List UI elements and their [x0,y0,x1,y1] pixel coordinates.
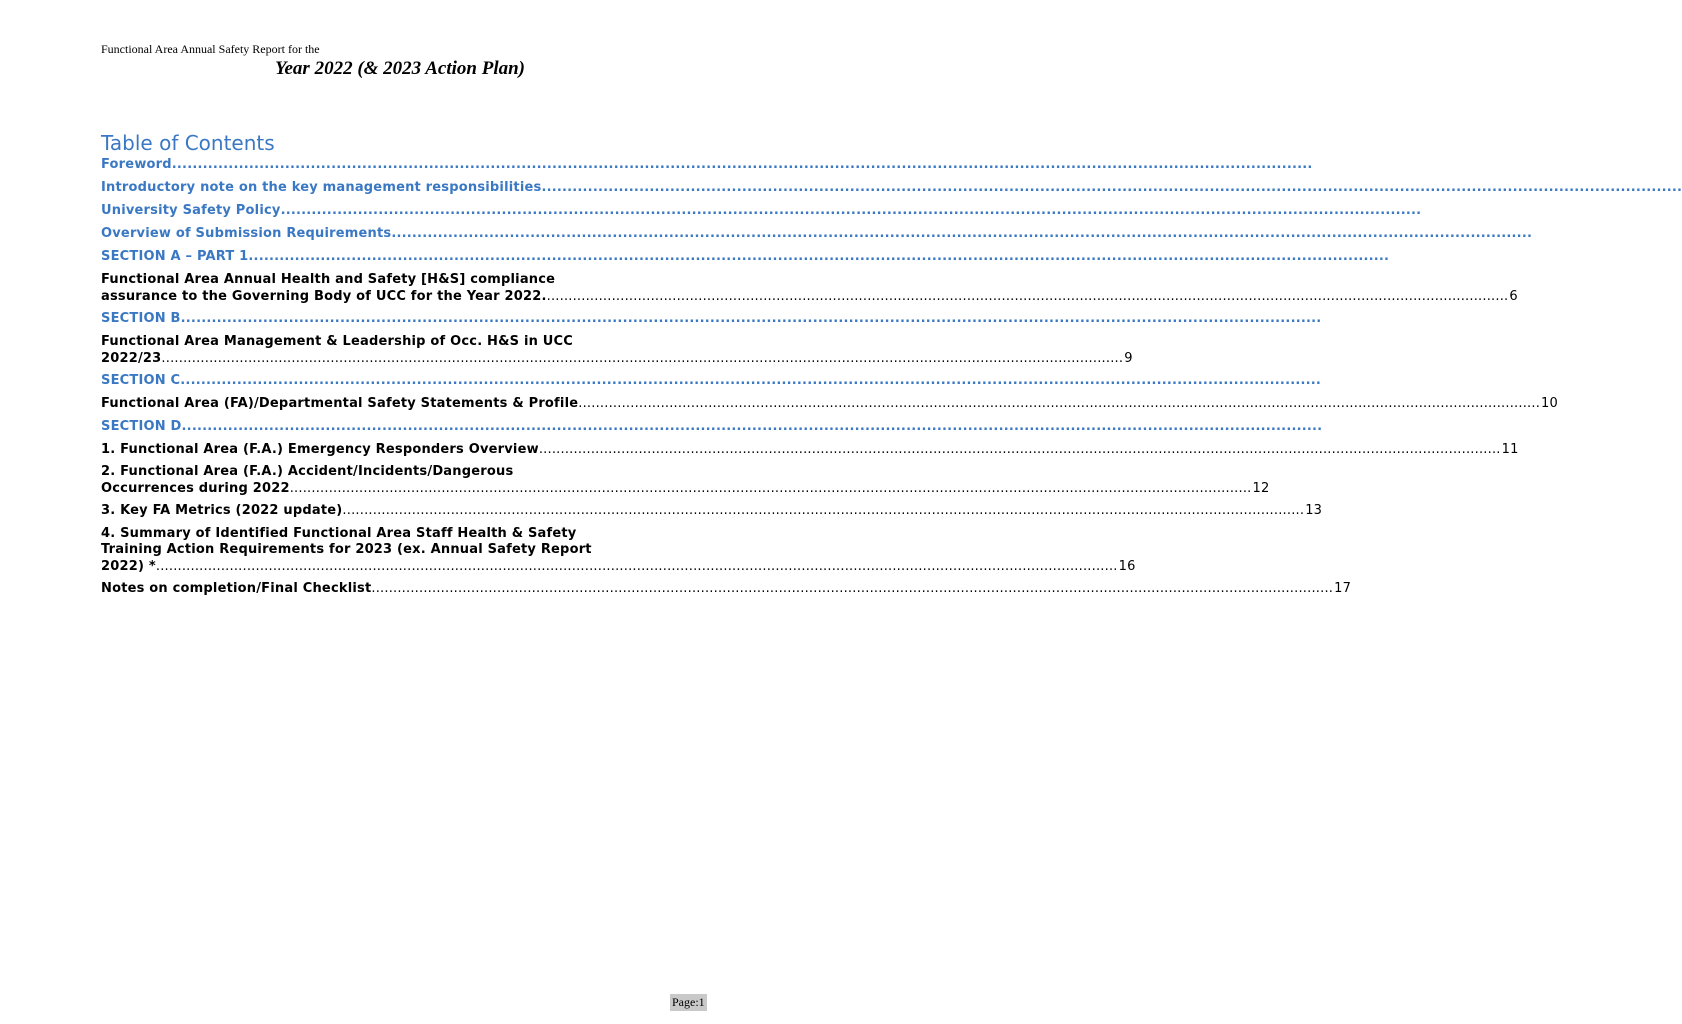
toc-page-number: 11 [1501,441,1519,457]
toc-entry[interactable] [101,157,1313,174]
table-of-contents [101,157,1682,604]
toc-entry[interactable] [101,441,1519,459]
toc-entry[interactable] [101,180,1682,197]
toc-entry[interactable] [101,334,1133,367]
toc-entry-text: assurance to the Governing Body of UCC for the Year 2022. [101,288,547,304]
toc-heading: Table of Contents [101,131,275,155]
toc-entry-text: 2022/23 [101,350,162,366]
toc-entry[interactable] [101,373,1322,390]
toc-entry[interactable] [101,581,1352,598]
report-subtitle: Functional Area Annual Safety Report for the [101,42,320,56]
toc-page-number: 10 [1541,396,1558,411]
toc-dot-leader: .............................................................................................................................................................................................................................. [161,350,1124,366]
toc-dot-leader: .............................................................................................................................................................................................................................. [391,226,1533,241]
toc-dot-leader: .............................................................................................................................................................................................................................. [371,581,1334,596]
toc-entry-text: Overview of Submission Requirements [101,226,392,241]
toc-dot-leader: .............................................................................................................................................................................................................................. [248,249,1390,264]
toc-entry-text: 3. Key FA Metrics (2022 update) [101,503,343,518]
toc-entry[interactable] [101,464,1270,497]
toc-page-number: 12 [1252,480,1270,496]
toc-page-number: 6 [1509,288,1518,304]
toc-entry-text: Functional Area Annual Health and Safety [H&S] compliance [101,272,556,287]
toc-dot-leader: .............................................................................................................................................................................................................................. [541,180,1682,195]
toc-entry-text: Functional Area Management & Leadership of Occ. H&S in UCC [101,334,574,349]
toc-dot-leader: .............................................................................................................................................................................................................................. [180,373,1322,388]
toc-entry-text: University Safety Policy [101,203,281,218]
toc-entry-text: Introductory note on the key management responsibilities [101,180,542,195]
toc-entry[interactable] [101,311,1322,328]
toc-entry-text: 2. Functional Area (F.A.) Accident/Incidents/Dangerous [101,464,514,479]
toc-dot-leader: .............................................................................................................................................................................................................................. [280,203,1422,218]
toc-dot-leader: .............................................................................................................................................................................................................................. [538,441,1501,457]
toc-page-number: 13 [1305,503,1323,518]
toc-entry-text: Notes on completion/Final Checklist [101,581,372,596]
toc-entry[interactable] [101,272,1518,305]
toc-entry[interactable] [101,503,1323,520]
toc-entry[interactable] [101,396,1558,413]
toc-entry-text: 1. Functional Area (F.A.) Emergency Responders Overview [101,441,539,457]
toc-dot-leader: .............................................................................................................................................................................................................................. [342,503,1305,518]
toc-entry-text: Occurrences during 2022 [101,480,290,496]
toc-entry[interactable] [101,418,1323,436]
toc-entry-text: Foreword [101,157,172,172]
toc-dot-leader: .............................................................................................................................................................................................................................. [546,288,1509,304]
toc-entry-text: SECTION C [101,373,181,388]
toc-entry-text: SECTION A – PART 1 [101,249,249,264]
toc-entry-text: SECTION B [101,311,181,326]
toc-dot-leader: .............................................................................................................................................................................................................................. [181,418,1323,434]
toc-entry-text: SECTION D [101,418,182,434]
toc-entry-text: Training Action Requirements for 2023 (ex. Annual Safety Report [101,542,592,557]
toc-dot-leader: .............................................................................................................................................................................................................................. [578,396,1541,411]
toc-entry-text: Functional Area (FA)/Departmental Safety Statements & Profile [101,396,579,411]
toc-page-number: 16 [1118,558,1136,574]
toc-entry-text: 4. Summary of Identified Functional Area Staff Health & Safety [101,525,577,541]
report-title: Year 2022 (& 2023 Action Plan) [275,58,525,79]
toc-dot-leader: .............................................................................................................................................................................................................................. [171,157,1313,172]
toc-entry[interactable] [101,249,1390,266]
toc-entry[interactable] [101,525,1136,576]
page-number: Page:1 [672,995,705,1009]
toc-dot-leader: .............................................................................................................................................................................................................................. [155,558,1118,574]
toc-entry-text: 2022) * [101,558,156,574]
toc-dot-leader: .............................................................................................................................................................................................................................. [180,311,1322,326]
toc-page-number: 17 [1334,581,1352,596]
toc-dot-leader: .............................................................................................................................................................................................................................. [289,480,1252,496]
toc-page-number: 9 [1124,350,1133,366]
toc-entry[interactable] [101,226,1533,243]
toc-entry[interactable] [101,203,1422,220]
